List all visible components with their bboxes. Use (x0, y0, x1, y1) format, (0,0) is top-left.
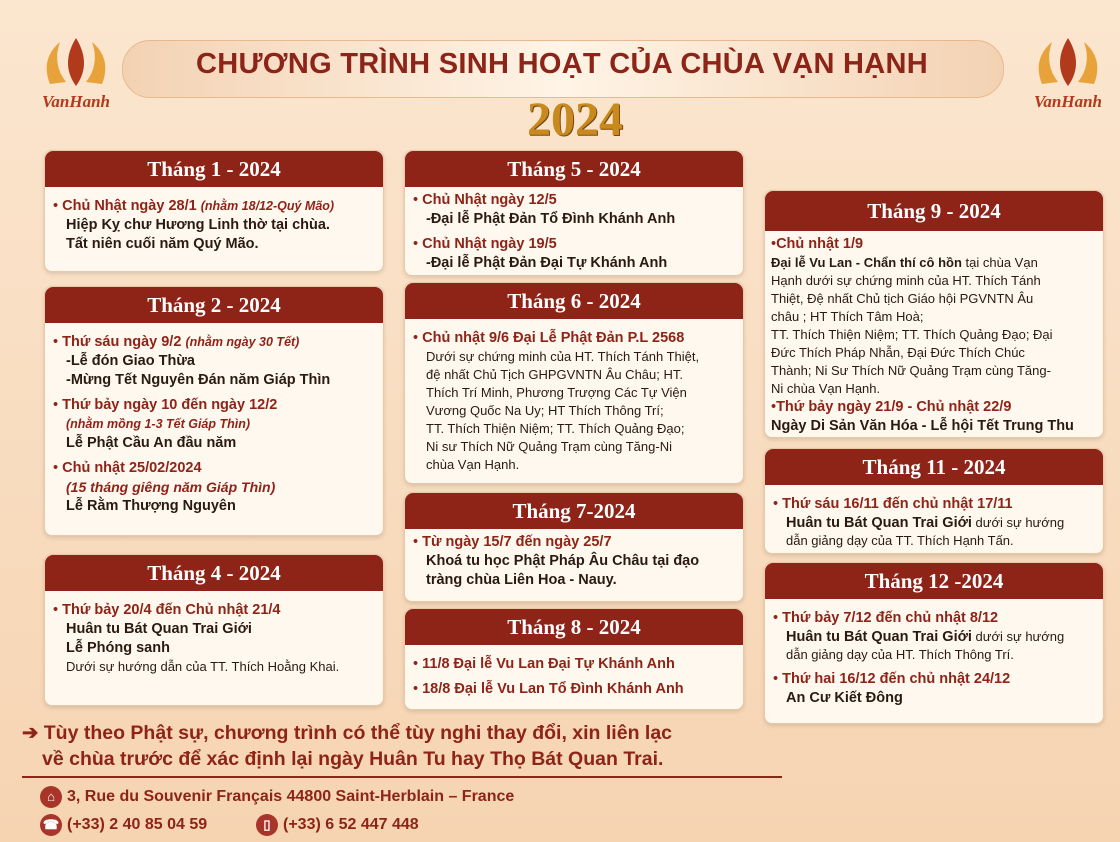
event-date: Từ ngày 15/7 đến ngày 25/7 (422, 534, 612, 550)
month-body (413, 323, 735, 474)
month-title: Tháng 8 - 2024 (405, 609, 743, 645)
event-date: Thứ bảy ngày 10 đến ngày 12/2 (62, 397, 278, 413)
month-body (413, 533, 735, 590)
phone-mobile[interactable] (256, 814, 419, 836)
event-line: Tất niên cuối năm Quý Mão. (66, 236, 259, 252)
event-note: (nhằm ngày 30 Tết) (185, 335, 300, 349)
event-title: Đại Lễ Phật Đản P.L 2568 (513, 330, 685, 346)
bullet-icon: • (413, 534, 423, 550)
month-card-7 (404, 492, 744, 602)
divider (22, 776, 782, 778)
bullet-icon: • (773, 671, 783, 687)
event-line: Dưới sự hướng dẫn của TT. Thích Hoằng Khai. (66, 659, 340, 674)
month-card-6 (404, 282, 744, 484)
month-body (53, 191, 375, 254)
event-line: -Đại lễ Phật Đản Tổ Đình Khánh Anh (426, 211, 676, 227)
event-line: Thành; Ni Sư Thích Nữ Quảng Trạm cùng Tăng- (771, 363, 1051, 378)
event-line: Thiệt, Đệ nhất Chủ tịch Giáo hội PGVNTN Âu (771, 291, 1034, 306)
event-line: chùa Vạn Hạnh. (426, 457, 520, 472)
bullet-icon: • (771, 399, 777, 415)
year-heading: 2024 (527, 93, 623, 146)
event-line: Dưới sự chứng minh của HT. Thích Tánh Thiệt, (426, 349, 700, 364)
month-card-4 (44, 554, 384, 706)
event-line: Đức Thích Pháp Nhẫn, Đại Đức Thích Chúc (771, 345, 1025, 360)
event-line: dưới sự hướng (971, 629, 1065, 644)
event-line: Ngày Di Sản Văn Hóa - Lễ hội Tết Trung Thu (771, 418, 1074, 434)
event-date: Thứ bảy 20/4 đến Chủ nhật 21/4 (62, 602, 281, 618)
event-title: Huân tu Bát Quan Trai Giới (786, 515, 972, 531)
event-line: Thích Trí Minh, Phương Trượng Các Tự Viện (426, 385, 687, 400)
month-body (53, 327, 375, 516)
event-line: Huân tu Bát Quan Trai Giới (66, 621, 252, 637)
month-title: Tháng 5 - 2024 (405, 151, 743, 187)
event-line: Lễ Phật Cầu An đầu năm (66, 435, 237, 451)
logo-text: VanHanh (1033, 92, 1103, 111)
bullet-icon: • (53, 460, 63, 476)
bullet-icon: • (773, 496, 783, 512)
month-body (413, 649, 735, 699)
event-line: tại chùa Vạn (961, 255, 1038, 270)
event-date: Thứ bảy ngày 21/9 - Chủ nhật 22/9 (776, 399, 1012, 415)
event-line: Ni chùa Vạn Hạnh. (771, 381, 881, 396)
event-line: đệ nhất Chủ Tịch GHPGVNTN Âu Châu; HT. (426, 367, 683, 382)
event-line: -Đại lễ Phật Đản Đại Tự Khánh Anh (426, 255, 668, 271)
bullet-icon: • (413, 330, 423, 346)
event-line: Ni sư Thích Nữ Quảng Trạm cùng Tăng-Ni (426, 439, 672, 454)
bullet-icon: • (413, 236, 423, 252)
bullet-icon: • (413, 656, 423, 672)
event-date: Chủ nhật 9/6 (422, 330, 510, 346)
event-line: dưới sự hướng (971, 515, 1065, 530)
month-body (771, 235, 1099, 436)
month-title: Tháng 6 - 2024 (405, 283, 743, 319)
note-line: Tùy theo Phật sự, chương trình có thể tùy nghi thay đổi, xin liên lạc (43, 722, 673, 744)
event-line: An Cư Kiết Đông (786, 690, 903, 706)
event-line: dẫn giảng dạy của TT. Thích Hạnh Tấn. (786, 533, 1014, 548)
month-title: Tháng 9 - 2024 (765, 191, 1103, 231)
month-card-2 (44, 286, 384, 536)
bullet-icon: • (53, 334, 63, 350)
month-card-11 (764, 448, 1104, 554)
temple-logo-icon (1022, 34, 1114, 90)
event-date: Thứ hai 16/12 đến chủ nhật 24/12 (782, 671, 1011, 687)
bullet-icon: • (53, 397, 63, 413)
event-line: TT. Thích Thiện Niệm; TT. Thích Quảng Đạo; (426, 421, 685, 436)
event-title: Huân tu Bát Quan Trai Giới (786, 629, 972, 645)
month-body (413, 191, 735, 273)
phone-landline[interactable] (40, 814, 207, 836)
bullet-icon: • (413, 192, 423, 208)
month-body (53, 595, 375, 676)
event-date: Chủ Nhật ngày 12/5 (422, 192, 557, 208)
page-title: CHƯƠNG TRÌNH SINH HOẠT CỦA CHÙA VẠN HẠNH (195, 48, 929, 80)
event-line: Lễ Rằm Thượng Nguyên (66, 498, 236, 514)
event-date: Chủ Nhật ngày 19/5 (422, 236, 557, 252)
bullet-icon: • (53, 602, 63, 618)
event-line: Vương Quốc Na Uy; HT Thích Thông Trí; (426, 403, 664, 418)
month-title: Tháng 2 - 2024 (45, 287, 383, 323)
event-line: TT. Thích Thiện Niệm; TT. Thích Quảng Đạo; Đại (771, 327, 1053, 342)
logo-text: VanHanh (41, 92, 111, 111)
event-line: Khoá tu học Phật Pháp Âu Châu tại đạo (426, 553, 700, 569)
event-line: châu ; HT Thích Tâm Hoà; (771, 309, 924, 324)
event-date: Thứ sáu ngày 9/2 (62, 334, 182, 350)
event-note: (nhằm mồng 1-3 Tết Giáp Thìn) (66, 417, 251, 431)
month-body (773, 603, 1095, 708)
phone-text: (+33) 2 40 85 04 59 (67, 816, 208, 834)
month-card-5 (404, 150, 744, 276)
month-title: Tháng 1 - 2024 (45, 151, 383, 187)
phone-text: (+33) 6 52 447 448 (283, 816, 419, 834)
event-line: 11/8 Đại lễ Vu Lan Đại Tự Khánh Anh (422, 656, 675, 672)
event-line: tràng chùa Liên Hoa - Nauy. (426, 572, 617, 588)
month-card-9 (764, 190, 1104, 438)
logo-left (30, 34, 122, 118)
month-card-12 (764, 562, 1104, 724)
arrow-right-icon: ➔ (22, 722, 44, 744)
month-card-1 (44, 150, 384, 272)
month-body (773, 489, 1095, 550)
event-note: (15 tháng giêng năm Giáp Thìn) (66, 479, 276, 495)
event-date: Chủ nhật 1/9 (776, 236, 864, 252)
note-line: về chùa trước để xác định lại ngày Huân Tu hay Thọ Bát Quan Trai. (42, 748, 664, 770)
footer-note (22, 720, 782, 772)
event-title: Đại lễ Vu Lan - Chẩn thí cô hồn (771, 255, 962, 270)
month-title: Tháng 12 -2024 (765, 563, 1103, 599)
event-line: Hiệp Kỵ chư Hương Linh thờ tại chùa. (66, 217, 330, 233)
bullet-icon: • (773, 610, 783, 626)
month-title: Tháng 11 - 2024 (765, 449, 1103, 485)
month-card-8 (404, 608, 744, 710)
address-text: 3, Rue du Souvenir Français 44800 Saint-Herblain – France (67, 788, 515, 806)
bullet-icon: • (771, 236, 777, 252)
event-date: Thứ bảy 7/12 đến chủ nhật 8/12 (782, 610, 999, 626)
month-title: Tháng 7-2024 (405, 493, 743, 529)
bullet-icon: • (413, 681, 423, 697)
event-note: (nhằm 18/12-Quý Mão) (200, 199, 335, 213)
event-line: 18/8 Đại lễ Vu Lan Tổ Đình Khánh Anh (422, 681, 684, 697)
event-date: Chủ nhật 25/02/2024 (62, 460, 202, 476)
event-date: Thứ sáu 16/11 đến chủ nhật 17/11 (782, 496, 1013, 512)
event-date: Chủ Nhật ngày 28/1 (62, 198, 197, 214)
event-line: -Lễ đón Giao Thừa (66, 353, 195, 369)
logo-right (1022, 34, 1114, 118)
location-icon: ⌂ (40, 786, 62, 808)
mobile-icon: ▯ (256, 814, 278, 836)
temple-logo-icon (30, 34, 122, 90)
address (40, 786, 514, 808)
event-line: Lễ Phóng sanh (66, 640, 170, 656)
event-line: -Mừng Tết Nguyên Đán năm Giáp Thìn (66, 372, 331, 388)
event-line: Hạnh dưới sự chứng minh của HT. Thích Tánh (771, 273, 1041, 288)
event-line: dẫn giảng dạy của HT. Thích Thông Trí. (786, 647, 1014, 662)
phone-icon: ☎ (40, 814, 62, 836)
month-title: Tháng 4 - 2024 (45, 555, 383, 591)
bullet-icon: • (53, 198, 63, 214)
